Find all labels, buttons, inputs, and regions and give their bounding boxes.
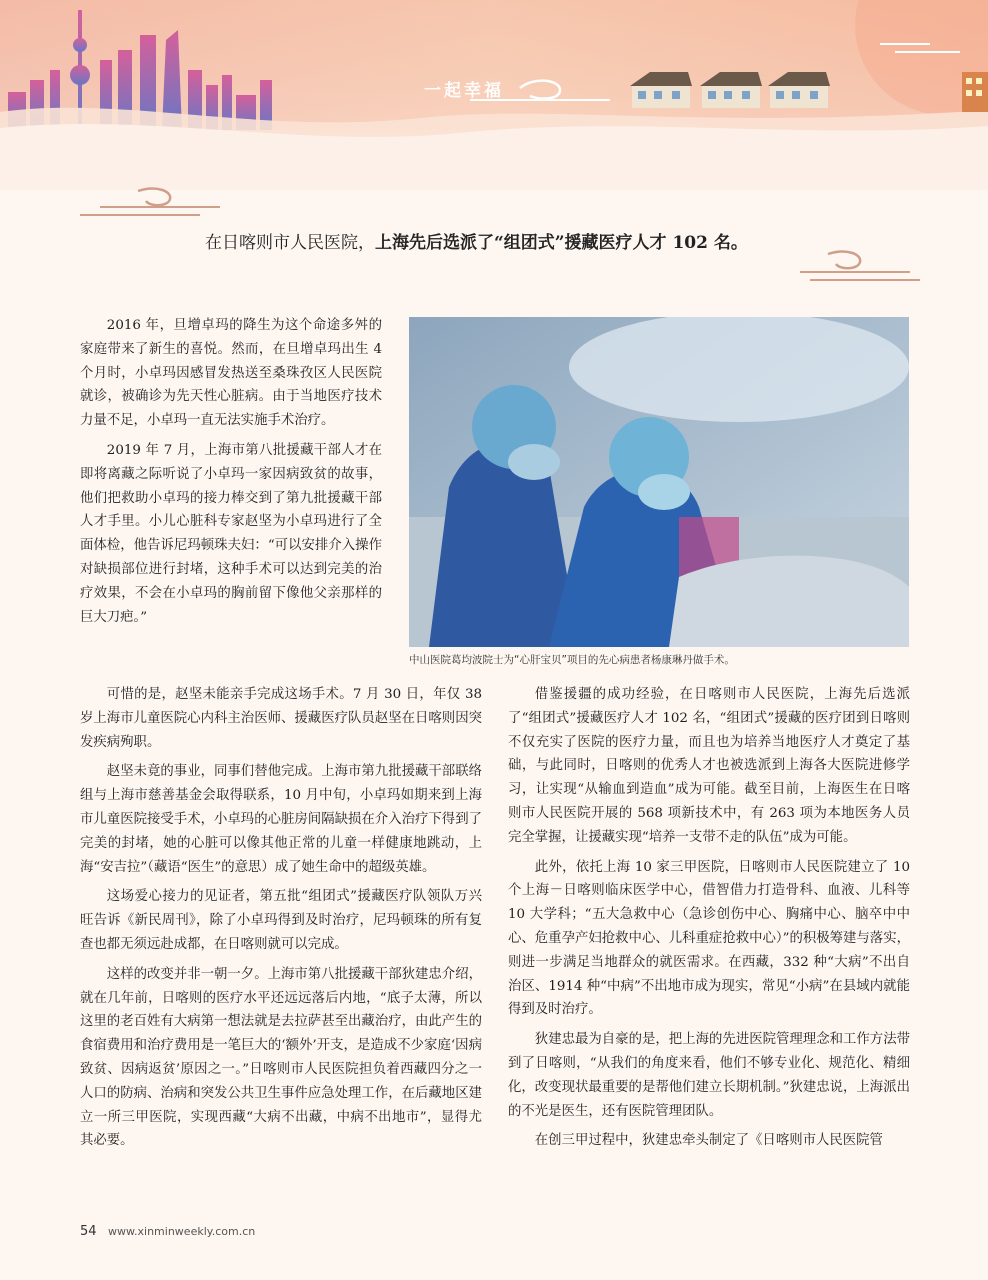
- swirl-ornament-left: [80, 185, 220, 225]
- website-link: www.xinminweekly.com.cn: [108, 1225, 256, 1238]
- photo-caption: 中山医院葛均波院士为“心肝宝贝”项目的先心病患者杨康琳丹做手术。: [409, 654, 735, 666]
- paragraph: 借鉴援疆的成功经验，在日喀则市人民医院，上海先后选派了“组团式”援藏医疗人才 102 名，“组团式”援藏的医疗团到日喀则不仅充实了医院的医疗力量，而且也为培养当地医疗人才奠定了基础，与此同时，日喀则的优秀人才也被选派到上海各大医院进修学习，让实现“从输血到造血”成为可能。截至目前，上海医生在日喀则市人民医院开展的 568 项新技术中，有 263 项为本地医务人员完全掌握，让援藏实现“培养一支带不走的队伍”成为可能。: [508, 687, 910, 845]
- section-tag: 一起幸福: [424, 81, 504, 101]
- page-footer: [80, 1224, 255, 1239]
- article-column-left: [80, 683, 482, 1159]
- paragraph: 2016 年，旦增卓玛的降生为这个命途多舛的家庭带来了新生的喜悦。然而，在旦增卓玛出生 4 个月时，小卓玛因感冒发热送至桑珠孜区人民医院就诊，被确诊为先天性心脏病。由于当地医疗技术力量不足，小卓玛一直无法实施手术治疗。: [80, 318, 382, 429]
- lead-prefix: 在日喀则市人民医院，: [205, 233, 375, 253]
- surgery-photo: [409, 317, 909, 647]
- paragraph: 狄建忠最为自豪的是，把上海的先进医院管理理念和工作方法带到了日喀则，“从我们的角度来看，他们不够专业化、规范化、精细化，改变现状最重要的是帮他们建立长期机制。”狄建忠说，上海派出的不光是医生，还有医院管理团队。: [508, 1032, 910, 1119]
- lead-sentence: [205, 228, 845, 253]
- paragraph: 赵坚未竟的事业，同事们替他完成。上海市第九批援藏干部联络组与上海市慈善基金会取得联系，10 月中旬，小卓玛如期来到上海市儿童医院接受手术，小卓玛的心脏房间隔缺损在介入治疗下得到了完美的封堵，她的心脏可以像其他正常的儿童一样健康地跳动，上海“安吉拉”（藏语“医生”的意思）成了她生命中的超级英雄。: [80, 764, 482, 875]
- paragraph: 2019 年 7 月，上海市第八批援藏干部人才在即将离藏之际听说了小卓玛一家因病致贫的故事，他们把救助小卓玛的接力棒交到了第九批援藏干部人才手里。小儿心脏科专家赵坚为小卓玛进行了全面体检，他告诉尼玛顿珠夫妇：“可以安排介入操作对缺损部位进行封堵，这种手术可以达到完美的治疗效果，不会在小卓玛的胸前留下像他父亲那样的巨大刀疤。”: [80, 442, 382, 625]
- paragraph: 在创三甲过程中，狄建忠牵头制定了《日喀则市人民医院管: [534, 1133, 883, 1149]
- page-number: 54: [80, 1224, 97, 1239]
- paragraph: 可惜的是，赵坚未能亲手完成这场手术。7 月 30 日，年仅 38 岁上海市儿童医院心内科主治医师、援藏医疗队员赵坚在日喀则因突发疾病殉职。: [80, 687, 482, 750]
- article-column-right: [508, 683, 910, 1159]
- article-column-left-top: [80, 314, 382, 635]
- paragraph: 这样的改变并非一朝一夕。上海市第八批援藏干部狄建忠介绍，就在几年前，日喀则的医疗水平还远远落后内地，“底子太薄，所以这里的老百姓有大病第一想法就是去拉萨甚至出藏治疗，由此产生的食宿费用和治疗费用是一笔巨大的‘额外’开支，是造成不少家庭‘因病致贫、因病返贫’原因之一。”日喀则市人民医院担负着西藏四分之一人口的防病、治病和突发公共卫生事件应急处理工作，在后藏地区建立一所三甲医院，实现西藏“大病不出藏，中病不出地市”，显得尤其必要。: [80, 966, 482, 1149]
- paragraph: 这场爱心接力的见证者，第五批“组团式”援藏医疗队领队万兴旺告诉《新民周刊》，除了小卓玛得到及时治疗，尼玛顿珠的所有复查也都无须远赴成都，在日喀则就可以完成。: [80, 889, 482, 952]
- lead-highlight: 上海先后选派了“组团式”援藏医疗人才 102 名。: [375, 233, 748, 253]
- paragraph: 此外，依托上海 10 家三甲医院，日喀则市人民医院建立了 10 个上海－日喀则临床医学中心，借智借力打造骨科、血液、儿科等 10 大学科；“五大急救中心（急诊创伤中心、胸痛中心、脑卒中中心、危重孕产妇抢救中心、儿科重症抢救中心）”的积极筹建与落实，则进一步满足当地群众的就医需求。在西藏，332 种“大病”不出自治区、1914 种“中病”不出地市成为现实，常见“小病”在县域内就能得到及时治疗。: [508, 859, 910, 1018]
- header-banner: [0, 0, 988, 190]
